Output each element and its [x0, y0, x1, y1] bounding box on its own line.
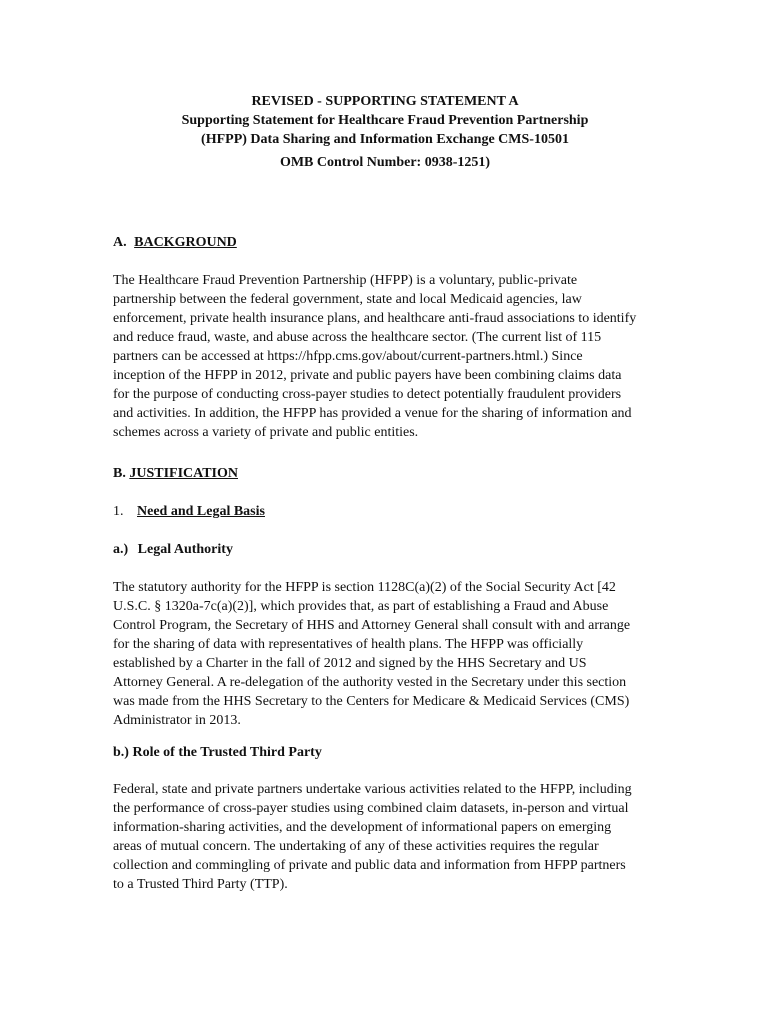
- item-b-heading: [113, 743, 322, 762]
- paragraph-line: to a Trusted Third Party (TTP).: [113, 877, 288, 892]
- item-1-label: Need and Legal Basis: [137, 504, 265, 519]
- item-a-heading: [113, 540, 233, 559]
- section-b-prefix: B.: [113, 466, 126, 481]
- section-a-label: BACKGROUND: [134, 235, 237, 250]
- paragraph-line: was made from the HHS Secretary to the Centers for Medicare & Medicaid Services (CMS): [113, 694, 630, 709]
- paragraph-line: U.S.C. § 1320a-7c(a)(2)], which provides that, as part of establishing a Fraud and Abuse: [113, 599, 609, 614]
- omb-control-number: OMB Control Number: 0938-1251): [279, 155, 491, 170]
- title-line-2: Supporting Statement for Healthcare Fraud Prevention Partnership: [181, 113, 589, 128]
- paragraph-line: partnership between the federal government, state and local Medicaid agencies, law: [113, 292, 582, 307]
- paragraph-line: enforcement, private health insurance plans, and healthcare anti-fraud associations to identify: [113, 311, 637, 326]
- paragraph-line: and activities. In addition, the HFPP has provided a venue for the sharing of information and: [113, 406, 632, 421]
- item-b-prefix: b.): [113, 745, 129, 760]
- section-a-heading: [113, 233, 237, 252]
- title-line-1: REVISED - SUPPORTING STATEMENT A: [251, 94, 519, 109]
- paragraph-line: for the sharing of data with representatives of health plans. The HFPP was officially: [113, 637, 584, 652]
- paragraph-line: for the purpose of conducting cross-payer studies to detect potentially fraudulent providers: [113, 387, 622, 402]
- background-paragraph: [113, 271, 683, 442]
- section-b-heading: [113, 464, 238, 483]
- paragraph-line: The statutory authority for the HFPP is section 1128C(a)(2) of the Social Security Act [42: [113, 580, 616, 595]
- paragraph-line: The Healthcare Fraud Prevention Partnership (HFPP) is a voluntary, public-private: [113, 273, 578, 288]
- paragraph-line: Attorney General. A re-delegation of the authority vested in the Secretary under this section: [113, 675, 627, 690]
- item-a-label: Legal Authority: [137, 542, 233, 557]
- section-b-label: JUSTIFICATION: [129, 466, 238, 481]
- item-1-heading: [113, 502, 265, 521]
- item-1-prefix: 1.: [113, 504, 124, 519]
- title-line-3: (HFPP) Data Sharing and Information Exchange CMS-10501: [201, 132, 569, 147]
- paragraph-line: Control Program, the Secretary of HHS and Attorney General shall consult with and arrange: [113, 618, 631, 633]
- paragraph-line: areas of mutual concern. The undertaking of any of these activities requires the regular: [113, 839, 599, 854]
- paragraph-line: information-sharing activities, and the development of informational papers on emerging: [113, 820, 612, 835]
- paragraph-line: Federal, state and private partners undertake various activities related to the HFPP, including: [113, 782, 632, 797]
- legal-authority-paragraph: [113, 578, 683, 730]
- item-a-prefix: a.): [113, 542, 129, 557]
- paragraph-line: partners can be accessed at https://hfpp.cms.gov/about/current-partners.html.) Since: [113, 349, 583, 364]
- paragraph-line: established by a Charter in the fall of 2012 and signed by the HHS Secretary and US: [113, 656, 587, 671]
- document-title-block: [0, 92, 770, 172]
- paragraph-line: the performance of cross-payer studies using combined claim datasets, in-person and virtual: [113, 801, 629, 816]
- paragraph-line: Administrator in 2013.: [113, 713, 241, 728]
- paragraph-line: inception of the HFPP in 2012, private and public payers have been combining claims data: [113, 368, 622, 383]
- trusted-third-party-paragraph: [113, 780, 683, 894]
- item-b-label: Role of the Trusted Third Party: [132, 745, 322, 760]
- paragraph-line: schemes across a variety of private and public entities.: [113, 425, 419, 440]
- paragraph-line: collection and commingling of private and public data and information from HFPP partners: [113, 858, 626, 873]
- section-a-prefix: A.: [113, 235, 127, 250]
- paragraph-line: and reduce fraud, waste, and abuse across the healthcare sector. (The current list of 115: [113, 330, 602, 345]
